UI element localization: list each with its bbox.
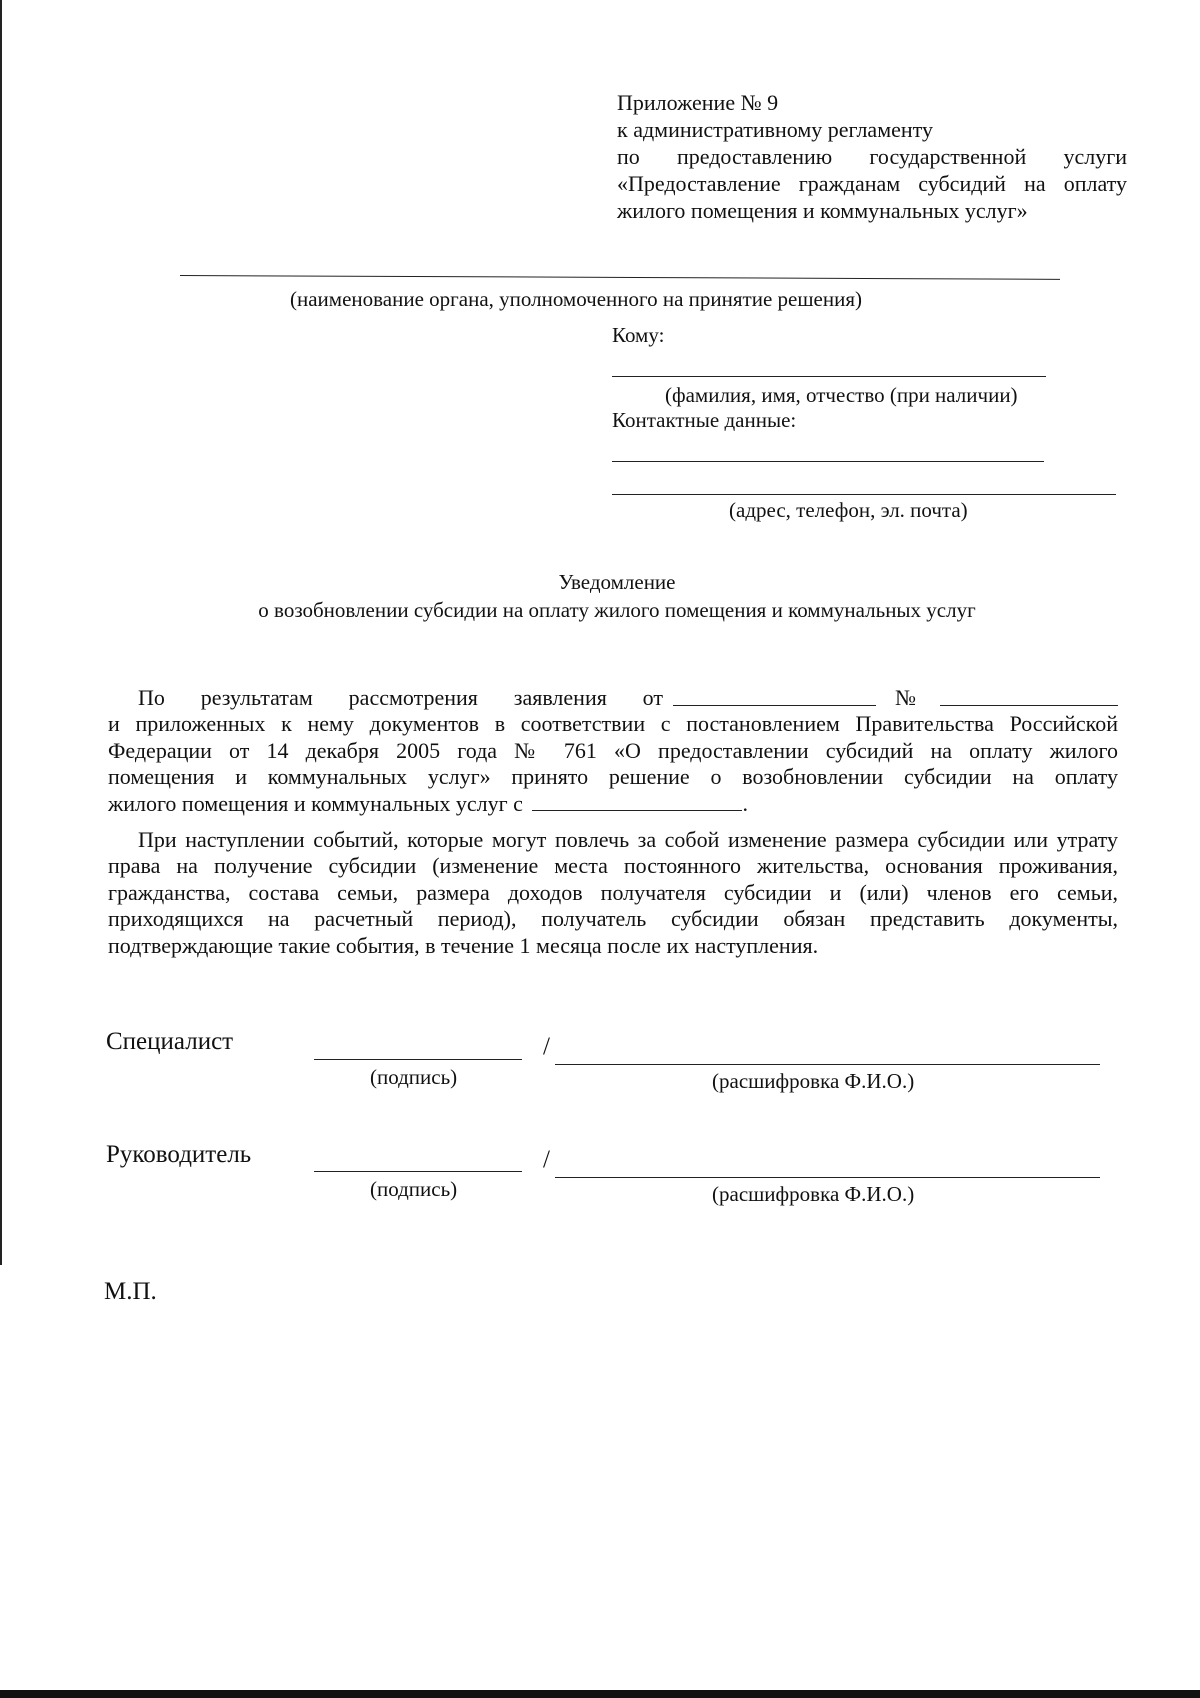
organ-caption: (наименование органа, уполномоченного на принятие решения) — [290, 287, 862, 311]
p1-end: . — [742, 790, 748, 816]
contacts-field-1[interactable] — [612, 461, 1044, 462]
application-number-field[interactable] — [940, 687, 1118, 706]
contacts-caption: (адрес, телефон, эл. почта) — [729, 498, 968, 522]
body-paragraph-2 — [108, 827, 1118, 959]
contacts-label: Контактные данные: — [612, 408, 797, 432]
contacts-field-2[interactable] — [612, 494, 1116, 495]
signature-role: Руководитель — [106, 1141, 252, 1168]
signature-field[interactable] — [314, 1171, 522, 1172]
slash: / — [543, 1146, 550, 1173]
notice-subtitle: о возобновлении субсидии на оплату жилого помещения и коммунальных услуг — [258, 598, 976, 622]
notice-title: Уведомление — [558, 570, 676, 594]
to-label: Кому: — [612, 323, 665, 347]
appendix-block — [617, 90, 1127, 225]
organ-name-field[interactable] — [180, 275, 1060, 280]
full-name-caption: (расшифровка Ф.И.О.) — [712, 1069, 915, 1093]
p1-line: жилого помещения и коммунальных услуг с — [108, 790, 523, 816]
number-sign: № — [895, 685, 916, 710]
appendix-title: Приложение № 9 — [617, 90, 779, 115]
signature-role: Специалист — [106, 1028, 234, 1055]
appendix-line: к административному регламенту — [617, 117, 933, 142]
p2-text: При наступлении событий, которые могут повлечь за собой изменение размера субсидии или утрату права на получение субсидии (изменение места постоянного жительства, основания проживания, гражданства, состава семьи, размера доходов получателя субсидии и (или) членов его семьи, приходящихся на расчетный период), получатель субсидии обязан представить документы, подтверждающие такие события, в течение 1 месяца после их наступления. — [108, 827, 1118, 958]
stamp-label: М.П. — [104, 1278, 157, 1305]
appendix-line: жилого помещения и коммунальных услуг» — [617, 198, 1028, 223]
body-paragraph-1 — [108, 685, 1118, 817]
full-name-caption: (расшифровка Ф.И.О.) — [712, 1182, 915, 1206]
full-name-field[interactable] — [555, 1177, 1100, 1178]
scan-left-edge — [0, 0, 2, 1265]
recipient-name-field[interactable] — [612, 376, 1046, 377]
p1-start-text: По результатам рассмотрения заявления от — [138, 685, 663, 710]
renewal-date-field[interactable] — [532, 792, 742, 811]
name-caption: (фамилия, имя, отчество (при наличии) — [665, 383, 1018, 407]
p1-line: Федерации от 14 декабря 2005 года № 761 «О предоставлении субсидий на оплату жилого — [108, 737, 1118, 763]
appendix-line: «Предоставление гражданам субсидий на оплату — [617, 171, 1127, 196]
signature-caption: (подпись) — [370, 1065, 458, 1089]
p1-line: и приложенных к нему документов в соответствии с постановлением Правительства Российской — [108, 711, 1118, 737]
scan-bottom-bar — [0, 1690, 1200, 1698]
signature-caption: (подпись) — [370, 1177, 458, 1201]
slash: / — [543, 1033, 550, 1060]
application-date-field[interactable] — [673, 687, 876, 706]
full-name-field[interactable] — [555, 1064, 1100, 1065]
signature-field[interactable] — [314, 1059, 522, 1060]
appendix-line: по предоставлению государственной услуги — [617, 144, 1127, 169]
p1-line: помещения и коммунальных услуг» принято решение о возобновлении субсидии на оплату — [108, 764, 1118, 790]
